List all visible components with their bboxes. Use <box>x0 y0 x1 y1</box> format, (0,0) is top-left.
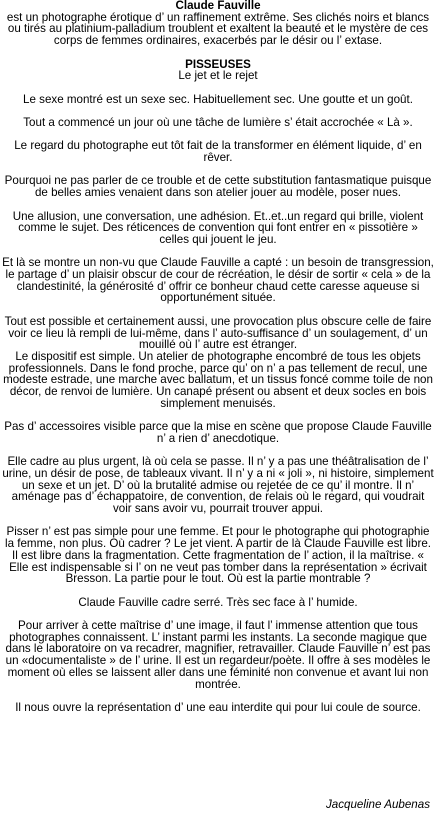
paragraph-7: Tout est possible et certainement aussi, une provocation plus obscure celle de faire voir ce lieu là rempli de lui-même, dans l’ auto-suffisance d’ un soulagement, d’ un mouillé où l’ autre est étranger. <box>4 314 432 352</box>
author-signature: Jacqueline Aubenas <box>326 798 430 811</box>
paragraph-4: Pourquoi ne pas parler de ce trouble et de cette substitution fantasmatique puisque de belles amies venaient dans son atelier jouer au modèle, poser nues. <box>4 174 432 200</box>
intro-block <box>2 0 434 47</box>
paragraph-10: Elle cadre au plus urgent, là où cela se passe. Il n’ y a pas une théâtralisation de l’ urine, un désir de pose, de tableaux vivant. Il n’ y a ni « joli », ni histoire, simplement un sexe et un jet. D’ où la brutalité admise ou rejetée de ce qu’ il montre. Il n’ aménage pas d’ échappatoire, de convention, de relais où le regard, qui voudrait voir sans avoir vu, pourrait trouver appui. <box>2 455 434 516</box>
paragraph-2: Tout a commencé un jour où une tâche de lumière s’ était accrochée « Là ». <box>23 115 413 129</box>
paragraph-1: Le sexe montré est un sexe sec. Habituellement sec. Une goutte et un goût. <box>23 92 413 106</box>
photographer-name: Claude Fauville <box>175 0 261 12</box>
paragraph-6: Et là se montre un non-vu que Claude Fauville a capté : un besoin de transgression, le partage d’ un plaisir obscur de cour de récréation, le désir de sortir « cela » de la clandestinité, la générosité d’ offrir ce bonheur chaud cette caresse aqueuse si opportunément située. <box>2 256 434 305</box>
paragraph-8: Le dispositif est simple. Un atelier de photographe encombré de tous les objets professionnels. Dans le fond proche, parce qu’ on n’ a pas tellement de recul, une modeste estrade, une marche avec ballatum, et un tissus foncé comme toile de non décor, de renvoi de lumière. Un canapé présent ou absent et deux socles en bois simplement menuisés. <box>3 349 433 410</box>
paragraph-13: Pour arriver à cette maîtrise d’ une image, il faut l’ immense attention que tous photographes connaissent. L’ instant parmi les instants. La seconde magique que dans le laboratoire on va recadrer, magnifier, retravailler. Claude Fauville n’ est pas un «documentaliste » de l’ urine. Il est un regardeur/poète. Il offre à ses modèles le moment où elles se laissent aller dans une féminité non convenue et avant lui non montrée. <box>5 619 431 691</box>
spacer <box>2 47 434 59</box>
paragraph-9: Pas d’ accessoires visible parce que la mise en scène que propose Claude Fauville n’ a rien d’ anecdotique. <box>4 420 432 445</box>
section-title: PISSEUSES <box>185 57 251 71</box>
paragraph-11: Pisser n’ est pas simple pour une femme. Et pour le photographe qui photographie la femme, non plus. Où cadrer ? Le jet vient. A partir de là Claude Fauville est libre. Il est libre dans la fragmentation. Cette fragmentation de l’ action, il la maîtrise. « Elle est indispensable si l’ on ne veut pas tomber dans la représentation » écrivait Bresson. La partie pour le tout. Où est la partie montrable ? <box>5 525 431 586</box>
paragraph-12: Claude Fauville cadre serré. Très sec face à l’ humide. <box>78 595 358 609</box>
paragraph-3: Le regard du photographe eut tôt fait de la transformer en élément liquide, d’ en rêver. <box>14 139 422 165</box>
intro-text: est un photographe érotique d’ un raffinement extrême. Ses clichés noirs et blancs ou tirés au platinium-palladium troublent et exaltent la beauté et le mystère de ces corps de femmes ordinaires, exacerbés par le désir ou l’ extase. <box>6 10 430 48</box>
section-subtitle: Le jet et le rejet <box>178 69 258 83</box>
paragraph-5: Une allusion, une conversation, une adhésion. Et..et..un regard qui brille, violent comme le sujet. Des réticences de convention qui font entrer en « pissotière » celles qui jouent le jeu. <box>12 209 424 246</box>
paragraph-14: Il nous ouvre la représentation d’ une eau interdite qui pour lui coule de source. <box>15 700 421 714</box>
